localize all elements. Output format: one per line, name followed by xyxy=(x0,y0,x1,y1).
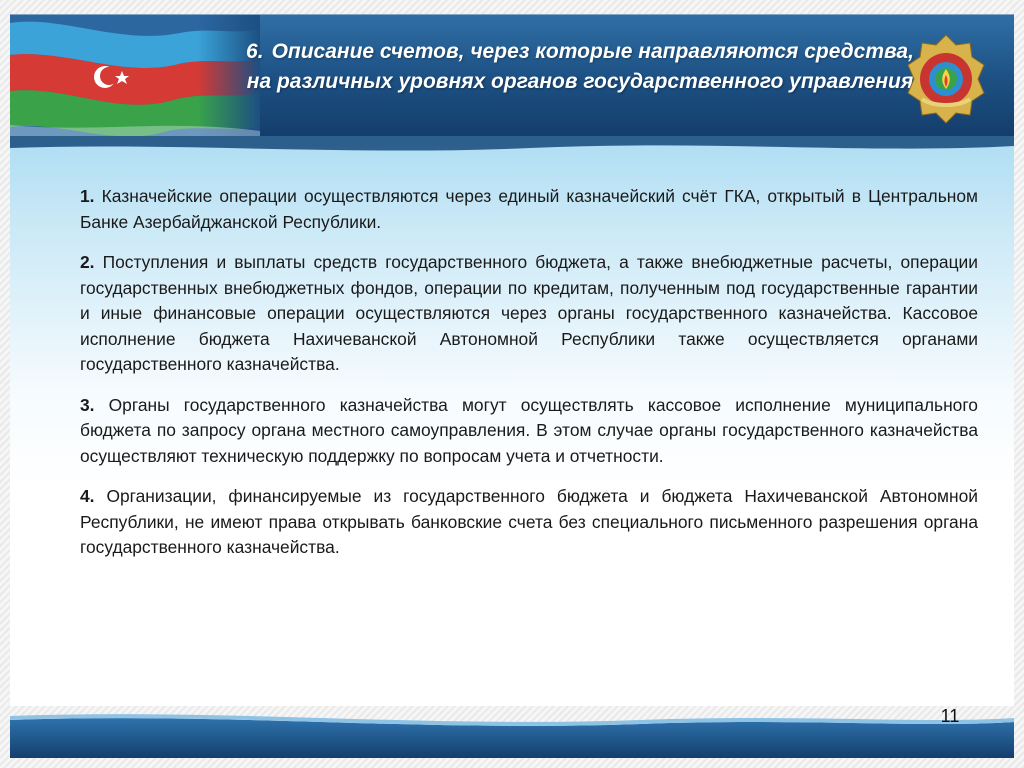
paragraph-3 xyxy=(80,393,978,470)
footer-band xyxy=(0,706,1024,768)
title-text: Описание счетов, через которые направляются средства, на различных уровнях органов государственного управления xyxy=(246,40,914,93)
title-number: 6. xyxy=(246,40,264,63)
paragraph-number: 2. xyxy=(80,252,95,272)
paragraph-number: 4. xyxy=(80,486,95,506)
paragraph-text: Организации, финансируемые из государственного бюджета и бюджета Нахичеванской Автономной Республики, не имеют права открывать банковские счета без специального письменного разрешения органа государственного казначейства. xyxy=(80,486,978,557)
paragraph-4 xyxy=(80,484,978,561)
slide-title xyxy=(240,37,920,97)
paragraph-2 xyxy=(80,250,978,378)
paragraph-1 xyxy=(80,184,978,235)
slide-header xyxy=(10,14,1014,137)
paragraph-number: 3. xyxy=(80,394,95,415)
azerbaijan-flag-icon xyxy=(10,15,260,137)
header-wave-divider xyxy=(10,136,1014,160)
paragraph-text: Поступления и выплаты средств государственного бюджета, а также внебюджетные расчеты, операции государственных внебюджетных фондов, операции по кредитам, полученным под государственные гарантии и иные финансовые операции осуществляются через органы государственного казначейства. Кассовое исполнение бюджета Нахичеванской Автономной Республики также осуществляется органами государственного казначейства. xyxy=(80,252,978,374)
paragraph-number: 1. xyxy=(80,186,95,206)
paragraph-text: Органы государственного казначейства могут осуществлять кассовое исполнение муниципального бюджета по запросу органа местного самоуправления. В этом случае органы государственного казначейства осуществляют техническую поддержку по вопросам учета и отчетности. xyxy=(80,394,978,466)
slide-content xyxy=(10,136,1014,706)
body-text xyxy=(80,184,978,576)
paragraph-text: Казначейские операции осуществляются через единый казначейский счёт ГКА, открытый в Центральном Банке Азербайджанской Республики. xyxy=(80,186,978,232)
azerbaijan-emblem-icon xyxy=(906,33,986,125)
page-number: 11 xyxy=(940,706,960,726)
